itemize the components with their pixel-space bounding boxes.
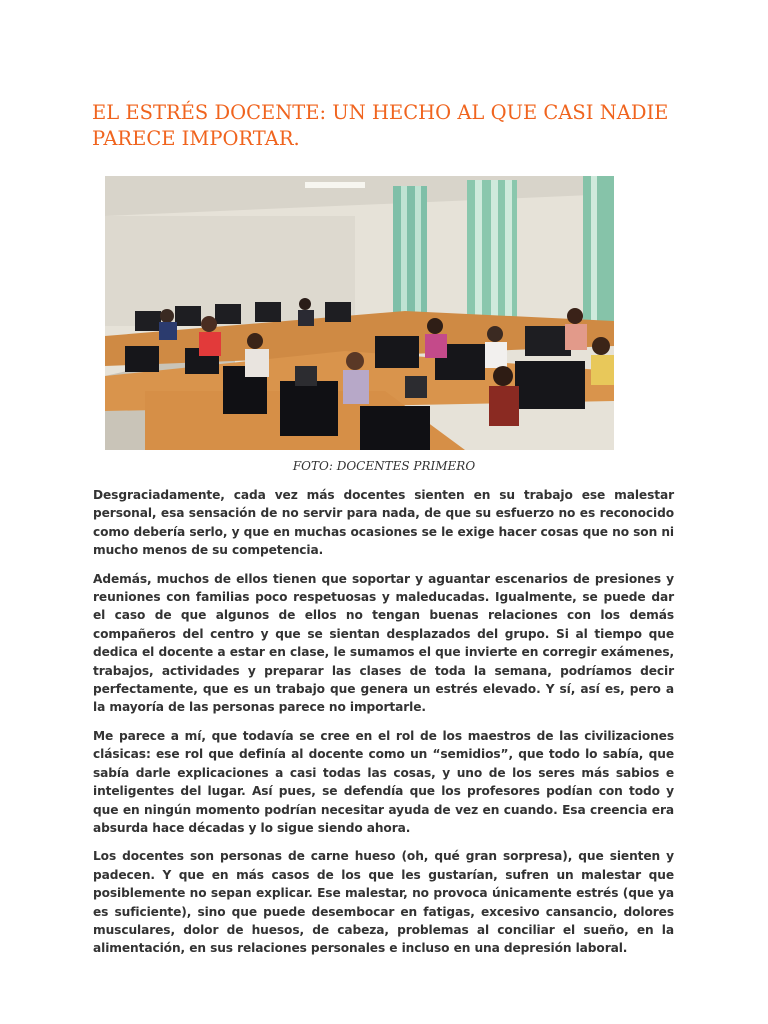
paragraph: Desgraciadamente, cada vez más docentes sienten en su trabajo ese malestar personal, esa sensación de no servir para nada, de que su esfuerzo no es reconocido como debería serlo, y que en muchas ocasiones se le exige hacer cosas que no son ni mucho menos de su competencia.: [93, 488, 674, 558]
classroom-photo: [105, 176, 614, 450]
article-body: [93, 486, 674, 968]
article-title: EL ESTRÉS DOCENTE: UN HECHO AL QUE CASI NADIE PARECE IMPORTAR.: [92, 101, 669, 150]
paragraph: Los docentes son personas de carne hueso (oh, qué gran sorpresa), que sienten y padecen. Y que en más casos de los que les gustarían, sufren un malestar que posiblemente no sepan explicar. Ese malestar, no provoca únicamente estrés (que ya es suficiente), sino que puede desembocar en fatigas, excesivo cansancio, dolores musculares, dolor de huesos, de cabeza, problemas al conciliar el sueño, en la alimentación, en sus relaciones personales e incluso en una depresión laboral.: [93, 849, 674, 956]
photo-caption: FOTO: DOCENTES PRIMERO: [292, 459, 476, 473]
paragraph: Además, muchos de ellos tienen que soportar y aguantar escenarios de presiones y reuniones con familias poco respetuosas y maleducadas. Igualmente, se puede dar el caso de que algunos de ellos no tengan buenas relaciones con los demás compañeros del centro y que se sientan desplazados del grupo. Si al tiempo que dedica el docente a estar en clase, le sumamos el que invierte en corregir exámenes, trabajos, actividades y preparar las clases de toda la semana, podríamos decir perfectamente, que es un trabajo que genera un estrés elevado. Y sí, así es, pero a la mayoría de las personas parece no importarle.: [93, 571, 674, 715]
paragraph: Me parece a mí, que todavía se cree en el rol de los maestros de las civilizaciones clásicas: ese rol que definía al docente como un “semidios”, que todo lo sabía, que sabía darle explicaciones a casi todas las cosas, y uno de los seres más sabios e inteligentes del lugar. Así pues, se defendía que los profesores podían con todo y que en ningún momento podrían necesitar ayuda de vez en cuando. Esa creencia era absurda hace décadas y lo sigue siendo ahora.: [93, 728, 674, 835]
